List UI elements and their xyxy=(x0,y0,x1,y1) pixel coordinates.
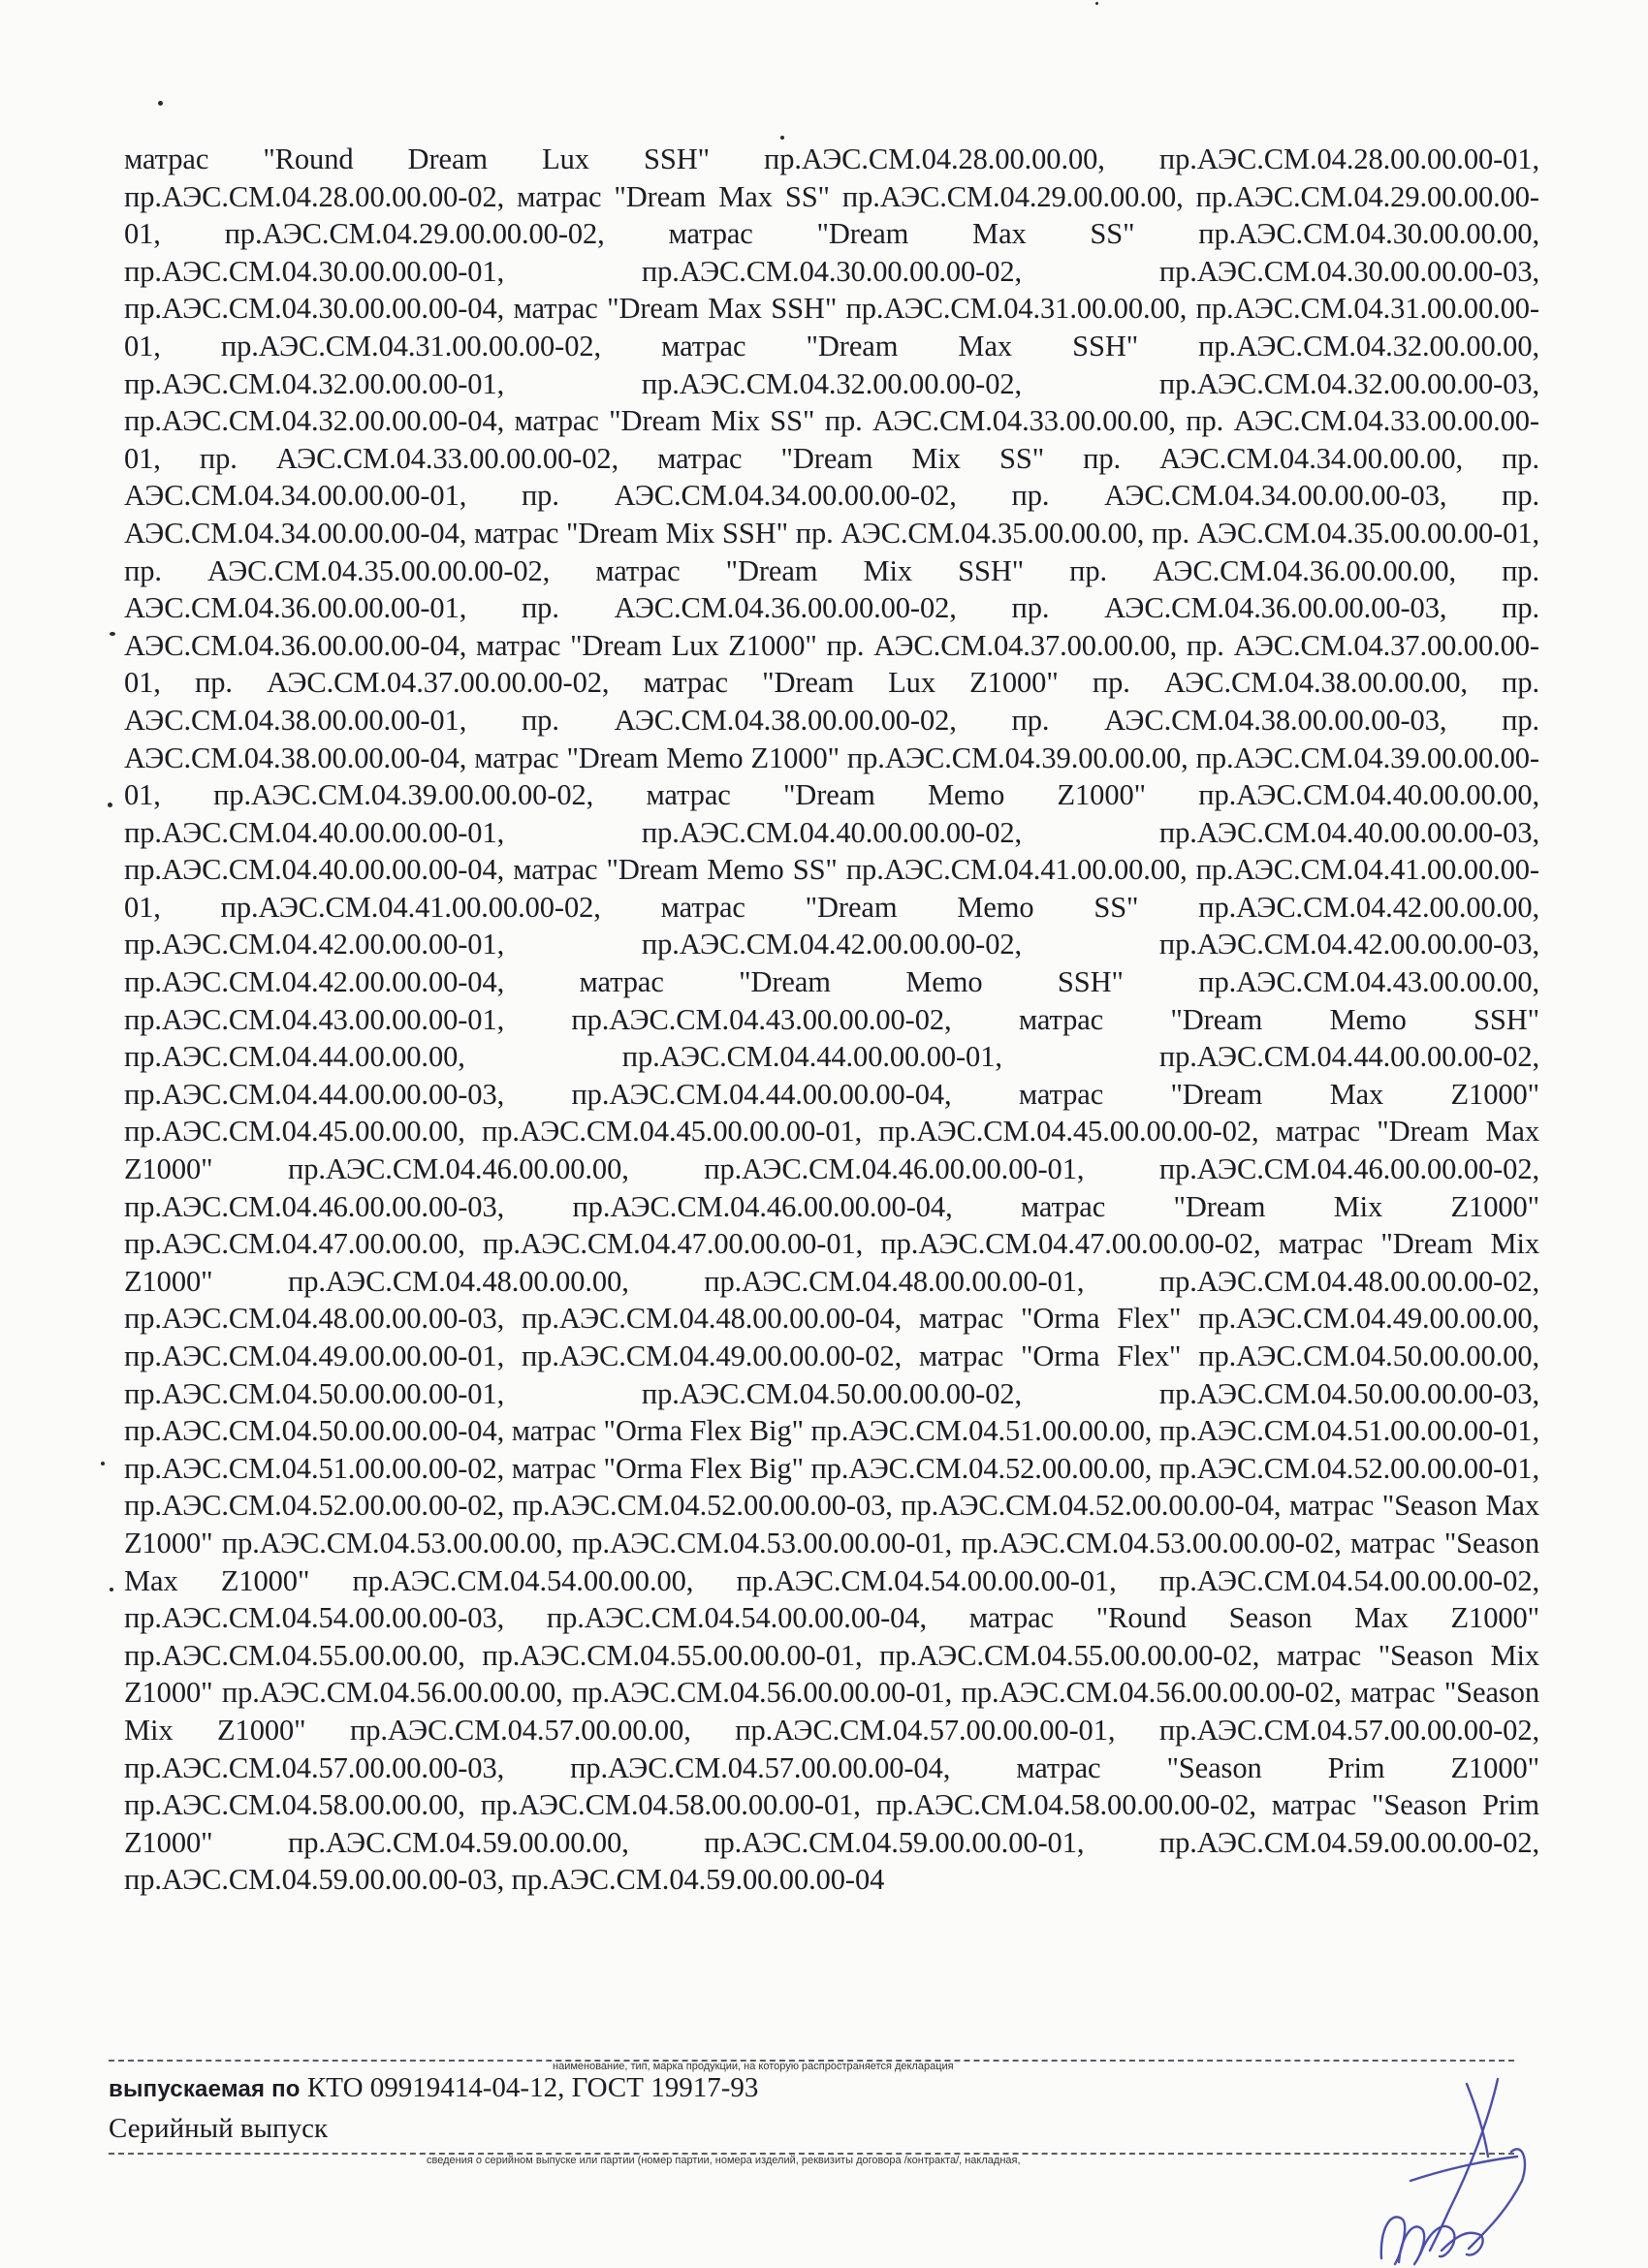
serial-production-text: Серийный выпуск xyxy=(109,2113,329,2144)
scan-speck xyxy=(780,136,784,140)
scan-speck xyxy=(101,1462,105,1465)
issued-by-standards: КТО 09919414-04-12, ГОСТ 19917-93 xyxy=(306,2072,759,2103)
scan-speck xyxy=(1095,2,1098,5)
serial-caption: сведения о серийном выпуске или партии (номер партии, номера изделий, реквизиты договора /контракта/, накладная, xyxy=(427,2155,1021,2166)
scan-speck xyxy=(110,632,115,636)
scan-speck xyxy=(108,803,112,807)
product-caption: наименование, тип, марка продукции, на которую распространяется декларация xyxy=(553,2061,954,2072)
product-list-text: матрас "Round Dream Lux SSH" пр.АЭС.СМ.04.28.00.00.00, пр.АЭС.СМ.04.28.00.00.00-01, пр.АЭС.СМ.04.28.00.00.00-02, матрас "Dream Max SS" пр.АЭС.СМ.04.29.00.00.00, пр.АЭС.СМ.04.29.00.00.00-01, пр.АЭС.СМ.04.29.00.00.00-02, матрас "Dream Max SS" пр.АЭС.СМ.04.30.00.00.00, пр.АЭС.СМ.04.30.00.00.00-01, пр.АЭС.СМ.04.30.00.00.00-02, пр.АЭС.СМ.04.30.00.00.00-03, пр.АЭС.СМ.04.30.00.00.00-04, матрас "Dream Max SSH" пр.АЭС.СМ.04.31.00.00.00, пр.АЭС.СМ.04.31.00.00.00-01, пр.АЭС.СМ.04.31.00.00.00-02, матрас "Dream Max SSH" пр.АЭС.СМ.04.32.00.00.00, пр.АЭС.СМ.04.32.00.00.00-01, пр.АЭС.СМ.04.32.00.00.00-02, пр.АЭС.СМ.04.32.00.00.00-03, пр.АЭС.СМ.04.32.00.00.00-04, матрас "Dream Mix SS" пр. АЭС.СМ.04.33.00.00.00, пр. АЭС.СМ.04.33.00.00.00-01, пр. АЭС.СМ.04.33.00.00.00-02, матрас "Dream Mix SS" пр. АЭС.СМ.04.34.00.00.00, пр. АЭС.СМ.04.34.00.00.00-01, пр. АЭС.СМ.04.34.00.00.00-02, пр. АЭС.СМ.04.34.00.00.00-03, пр. АЭС.СМ.04.34.00.00.00-04, матрас "Dream Mix SSH" пр. АЭС.СМ.04.35.00.00.00, пр. АЭС.СМ.04.35.00.00.00-01, пр. АЭС.СМ.04.35.00.00.00-02, матрас "Dream Mix SSH" пр. АЭС.СМ.04.36.00.00.00, пр. АЭС.СМ.04.36.00.00.00-01, пр. АЭС.СМ.04.36.00.00.00-02, пр. АЭС.СМ.04.36.00.00.00-03, пр. АЭС.СМ.04.36.00.00.00-04, матрас "Dream Lux Z1000" пр. АЭС.СМ.04.37.00.00.00, пр. АЭС.СМ.04.37.00.00.00-01, пр. АЭС.СМ.04.37.00.00.00-02, матрас "Dream Lux Z1000" пр. АЭС.СМ.04.38.00.00.00, пр. АЭС.СМ.04.38.00.00.00-01, пр. АЭС.СМ.04.38.00.00.00-02, пр. АЭС.СМ.04.38.00.00.00-03, пр. АЭС.СМ.04.38.00.00.00-04, матрас "Dream Memo Z1000" пр.АЭС.СМ.04.39.00.00.00, пр.АЭС.СМ.04.39.00.00.00-01, пр.АЭС.СМ.04.39.00.00.00-02, матрас "Dream Memo Z1000" пр.АЭС.СМ.04.40.00.00.00, пр.АЭС.СМ.04.40.00.00.00-01, пр.АЭС.СМ.04.40.00.00.00-02, пр.АЭС.СМ.04.40.00.00.00-03, пр.АЭС.СМ.04.40.00.00.00-04, матрас "Dream Memo SS" пр.АЭС.СМ.04.41.00.00.00, пр.АЭС.СМ.04.41.00.00.00-01, пр.АЭС.СМ.04.41.00.00.00-02, матрас "Dream Memo SS" пр.АЭС.СМ.04.42.00.00.00, пр.АЭС.СМ.04.42.00.00.00-01, пр.АЭС.СМ.04.42.00.00.00-02, пр.АЭС.СМ.04.42.00.00.00-03, пр.АЭС.СМ.04.42.00.00.00-04, матрас "Dream Memo SSH" пр.АЭС.СМ.04.43.00.00.00, пр.АЭС.СМ.04.43.00.00.00-01, пр.АЭС.СМ.04.43.00.00.00-02, матрас "Dream Memo SSH" пр.АЭС.СМ.04.44.00.00.00, пр.АЭС.СМ.04.44.00.00.00-01, пр.АЭС.СМ.04.44.00.00.00-02, пр.АЭС.СМ.04.44.00.00.00-03, пр.АЭС.СМ.04.44.00.00.00-04, матрас "Dream Max Z1000" пр.АЭС.СМ.04.45.00.00.00, пр.АЭС.СМ.04.45.00.00.00-01, пр.АЭС.СМ.04.45.00.00.00-02, матрас "Dream Max Z1000" пр.АЭС.СМ.04.46.00.00.00, пр.АЭС.СМ.04.46.00.00.00-01, пр.АЭС.СМ.04.46.00.00.00-02, пр.АЭС.СМ.04.46.00.00.00-03, пр.АЭС.СМ.04.46.00.00.00-04, матрас "Dream Mix Z1000" пр.АЭС.СМ.04.47.00.00.00, пр.АЭС.СМ.04.47.00.00.00-01, пр.АЭС.СМ.04.47.00.00.00-02, матрас "Dream Mix Z1000" пр.АЭС.СМ.04.48.00.00.00, пр.АЭС.СМ.04.48.00.00.00-01, пр.АЭС.СМ.04.48.00.00.00-02, пр.АЭС.СМ.04.48.00.00.00-03, пр.АЭС.СМ.04.48.00.00.00-04, матрас "Orma Flex" пр.АЭС.СМ.04.49.00.00.00, пр.АЭС.СМ.04.49.00.00.00-01, пр.АЭС.СМ.04.49.00.00.00-02, матрас "Orma Flex" пр.АЭС.СМ.04.50.00.00.00, пр.АЭС.СМ.04.50.00.00.00-01, пр.АЭС.СМ.04.50.00.00.00-02, пр.АЭС.СМ.04.50.00.00.00-03, пр.АЭС.СМ.04.50.00.00.00-04, матрас "Orma Flex Big" пр.АЭС.СМ.04.51.00.00.00, пр.АЭС.СМ.04.51.00.00.00-01, пр.АЭС.СМ.04.51.00.00.00-02, матрас "Orma Flex Big" пр.АЭС.СМ.04.52.00.00.00, пр.АЭС.СМ.04.52.00.00.00-01, пр.АЭС.СМ.04.52.00.00.00-02, пр.АЭС.СМ.04.52.00.00.00-03, пр.АЭС.СМ.04.52.00.00.00-04, матрас "Season Max Z1000" пр.АЭС.СМ.04.53.00.00.00, пр.АЭС.СМ.04.53.00.00.00-01, пр.АЭС.СМ.04.53.00.00.00-02, матрас "Season Max Z1000" пр.АЭС.СМ.04.54.00.00.00, пр.АЭС.СМ.04.54.00.00.00-01, пр.АЭС.СМ.04.54.00.00.00-02, пр.АЭС.СМ.04.54.00.00.00-03, пр.АЭС.СМ.04.54.00.00.00-04, матрас "Round Season Max Z1000" пр.АЭС.СМ.04.55.00.00.00, пр.АЭС.СМ.04.55.00.00.00-01, пр.АЭС.СМ.04.55.00.00.00-02, матрас "Season Mix Z1000" пр.АЭС.СМ.04.56.00.00.00, пр.АЭС.СМ.04.56.00.00.00-01, пр.АЭС.СМ.04.56.00.00.00-02, матрас "Season Mix Z1000" пр.АЭС.СМ.04.57.00.00.00, пр.АЭС.СМ.04.57.00.00.00-01, пр.АЭС.СМ.04.57.00.00.00-02, пр.АЭС.СМ.04.57.00.00.00-03, пр.АЭС.СМ.04.57.00.00.00-04, матрас "Season Prim Z1000" пр.АЭС.СМ.04.58.00.00.00, пр.АЭС.СМ.04.58.00.00.00-01, пр.АЭС.СМ.04.58.00.00.00-02, матрас "Season Prim Z1000" пр.АЭС.СМ.04.59.00.00.00, пр.АЭС.СМ.04.59.00.00.00-01, пр.АЭС.СМ.04.59.00.00.00-02, пр.АЭС.СМ.04.59.00.00.00-03, пр.АЭС.СМ.04.59.00.00.00-04 xyxy=(124,142,1539,1897)
issued-by-label: выпускаемая по xyxy=(109,2076,301,2102)
issued-by-row xyxy=(109,2072,758,2104)
handwritten-signature-icon xyxy=(1352,2064,1537,2268)
scan-speck xyxy=(110,1588,113,1591)
scan-speck xyxy=(158,101,163,106)
